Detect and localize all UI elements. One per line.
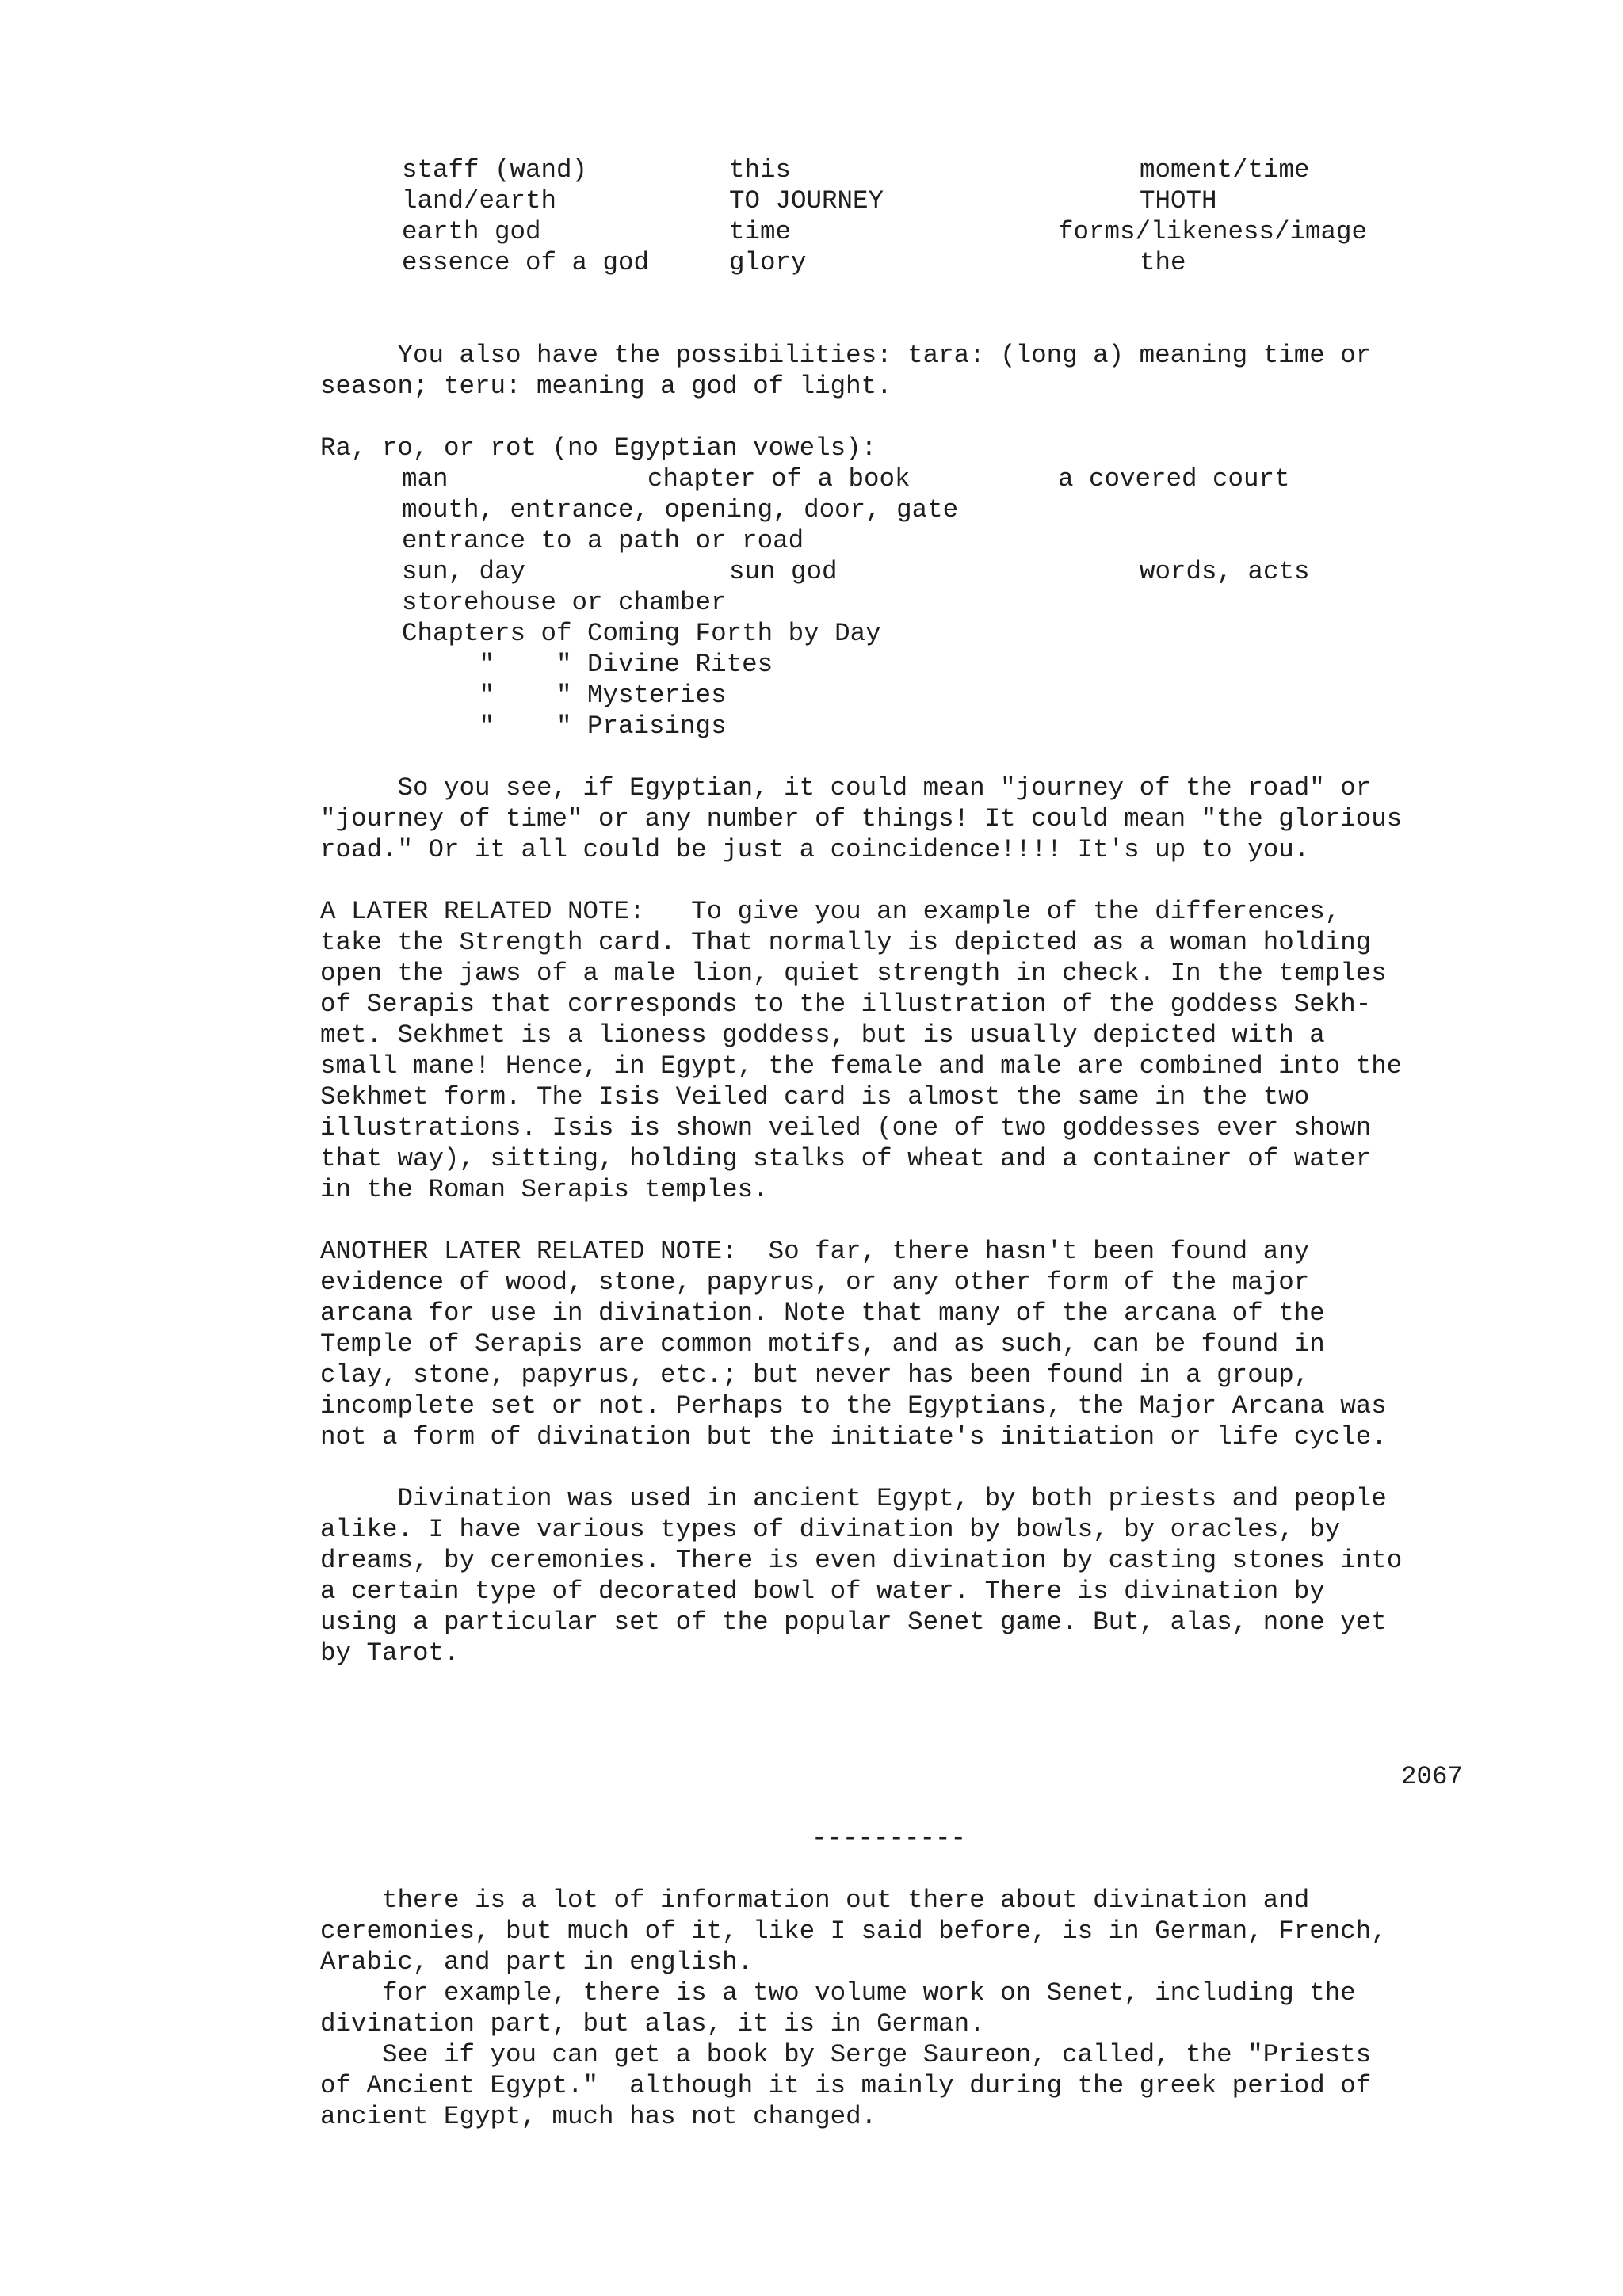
later-note-line-5: met. Sekhmet is a lioness goddess, but is usually depicted with a: [320, 1020, 1325, 1050]
reply-line-1: there is a lot of information out there about divination and: [320, 1886, 1310, 1915]
another-note-line-3: arcana for use in divination. Note that many of the arcana of the: [320, 1299, 1325, 1328]
divination-line-4: a certain type of decorated bowl of water. There is divination by: [320, 1577, 1325, 1606]
later-note-line-7: Sekhmet form. The Isis Veiled card is almost the same in the two: [320, 1082, 1310, 1112]
gloss-col2-row2: TO JOURNEY: [729, 186, 884, 215]
ra-row9: " " Praisings: [402, 711, 727, 741]
another-note-line-5: clay, stone, papyrus, etc.; but never has been found in a group,: [320, 1360, 1310, 1390]
ra-row3: entrance to a path or road: [402, 526, 804, 555]
gloss-col3-row4: the: [1140, 248, 1186, 277]
divination-line-3: dreams, by ceremonies. There is even divination by casting stones into: [320, 1546, 1403, 1575]
another-note-line-7: not a form of divination but the initiate's initiation or life cycle.: [320, 1422, 1387, 1451]
later-note-line-4: of Serapis that corresponds to the illustration of the goddess Sekh-: [320, 990, 1372, 1019]
later-note-line-1: A LATER RELATED NOTE: To give you an example of the differences,: [320, 897, 1341, 926]
gloss-col2-row3: time: [729, 217, 792, 246]
ra-row1-col3: a covered court: [1058, 464, 1290, 494]
so-you-see-line-3: road." Or it all could be just a coincidence!!!! It's up to you.: [320, 835, 1310, 864]
reply-line-3: Arabic, and part in english.: [320, 1947, 754, 1977]
gloss-col1-row1: staff (wand): [402, 155, 588, 185]
divination-line-1: Divination was used in ancient Egypt, by both priests and people: [320, 1484, 1387, 1513]
reply-line-5: divination part, but alas, it is in German.: [320, 2009, 985, 2039]
gloss-col1-row3: earth god: [402, 217, 541, 246]
gloss-col3-row2: THOTH: [1140, 186, 1217, 215]
so-you-see-line-1: So you see, if Egyptian, it could mean "journey of the road" or: [320, 773, 1372, 803]
ra-row8: " " Mysteries: [402, 681, 727, 710]
ra-row7: " " Divine Rites: [402, 650, 773, 679]
later-note-line-6: small mane! Hence, in Egypt, the female and male are combined into the: [320, 1051, 1403, 1081]
later-note-line-8: illustrations. Isis is shown veiled (one of two goddesses ever shown: [320, 1113, 1372, 1142]
gloss-col1-row4: essence of a god: [402, 248, 650, 277]
possibilities-line-1: You also have the possibilities: tara: (long a) meaning time or: [320, 341, 1372, 370]
reply-line-4: for example, there is a two volume work on Senet, including the: [320, 1978, 1356, 2008]
gloss-col1-row2: land/earth: [402, 186, 557, 215]
reply-line-8: ancient Egypt, much has not changed.: [320, 2102, 877, 2131]
ra-heading: Ra, ro, or rot (no Egyptian vowels):: [320, 433, 877, 463]
later-note-line-10: in the Roman Serapis temples.: [320, 1175, 769, 1204]
ra-row4-col2: sun god: [729, 557, 838, 586]
another-note-line-1: ANOTHER LATER RELATED NOTE: So far, there hasn't been found any: [320, 1237, 1310, 1266]
reply-line-7: of Ancient Egypt." although it is mainly during the greek period of: [320, 2071, 1372, 2100]
gloss-col3-row1: moment/time: [1140, 155, 1310, 185]
ra-row1-col1: man: [402, 464, 449, 494]
reply-line-6: See if you can get a book by Serge Saureon, called, the "Priests: [320, 2040, 1372, 2069]
gloss-col3-row3: forms/likeness/image: [1058, 217, 1368, 246]
reply-line-2: ceremonies, but much of it, like I said before, is in German, French,: [320, 1917, 1387, 1946]
possibilities-line-2: season; teru: meaning a god of light.: [320, 372, 892, 401]
ra-row5: storehouse or chamber: [402, 588, 727, 617]
later-note-line-3: open the jaws of a male lion, quiet strength in check. In the temples: [320, 959, 1387, 988]
gloss-col2-row4: glory: [729, 248, 807, 277]
later-note-line-2: take the Strength card. That normally is depicted as a woman holding: [320, 928, 1372, 957]
ra-row4-col3: words, acts: [1140, 557, 1310, 586]
later-note-line-9: that way), sitting, holding stalks of wheat and a container of water: [320, 1144, 1372, 1173]
ra-row6: Chapters of Coming Forth by Day: [402, 619, 881, 648]
message-number: 2067: [1401, 1762, 1464, 1791]
divination-line-2: alike. I have various types of divination by bowls, by oracles, by: [320, 1515, 1341, 1544]
so-you-see-line-2: "journey of time" or any number of things! It could mean "the glorious: [320, 804, 1403, 833]
ra-row2: mouth, entrance, opening, door, gate: [402, 495, 959, 524]
divination-line-5: using a particular set of the popular Senet game. But, alas, none yet: [320, 1608, 1387, 1637]
another-note-line-2: evidence of wood, stone, papyrus, or any other form of the major: [320, 1268, 1310, 1297]
another-note-line-6: incomplete set or not. Perhaps to the Egyptians, the Major Arcana was: [320, 1391, 1387, 1421]
separator: ----------: [812, 1824, 967, 1853]
another-note-line-4: Temple of Serapis are common motifs, and as such, can be found in: [320, 1329, 1325, 1359]
divination-line-6: by Tarot.: [320, 1638, 460, 1668]
ra-row4-col1: sun, day: [402, 557, 526, 586]
gloss-col2-row1: this: [729, 155, 792, 185]
ra-row1-col2: chapter of a book: [647, 464, 911, 494]
